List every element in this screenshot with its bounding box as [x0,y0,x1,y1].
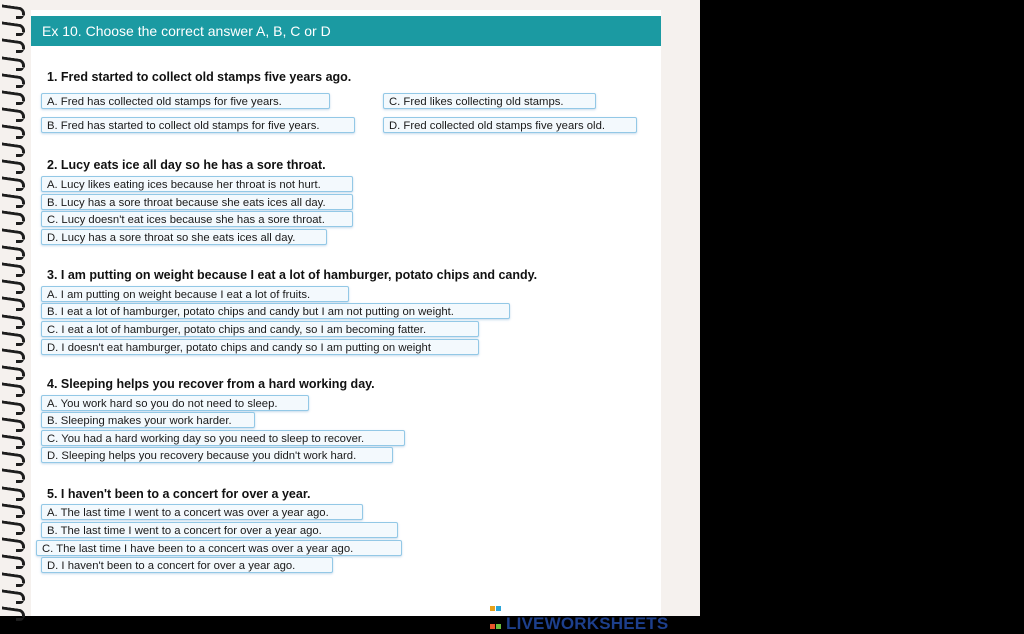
spiral-ring [2,572,24,585]
q4-option-b[interactable]: B. Sleeping makes your work harder. [41,412,255,428]
q5-option-d[interactable]: D. I haven't been to a concert for over a year ago. [41,557,333,573]
spiral-ring [2,400,24,413]
liveworksheets-logo [490,598,669,633]
q5-option-c[interactable]: C. The last time I have been to a concert was over a year ago. [36,540,402,556]
spiral-ring [2,90,24,103]
spiral-ring [2,142,24,155]
spiral-ring [2,520,24,533]
spiral-ring [2,554,24,567]
spiral-ring [2,503,24,516]
spiral-ring [2,228,24,241]
q2-option-d[interactable]: D. Lucy has a sore throat so she eats ices all day. [41,229,327,245]
q2-option-b[interactable]: B. Lucy has a sore throat because she eats ices all day. [41,194,353,210]
spiral-ring [2,176,24,189]
spiral-ring [2,107,24,120]
exercise-title: Ex 10. Choose the correct answer A, B, C or D [42,23,331,39]
q4-option-c[interactable]: C. You had a hard working day so you need to sleep to recover. [41,430,405,446]
question-4: 4. Sleeping helps you recover from a hard working day. [47,377,375,391]
spiral-ring [2,537,24,550]
q2-option-c[interactable]: C. Lucy doesn't eat ices because she has a sore throat. [41,211,353,227]
q5-option-b[interactable]: B. The last time I went to a concert for over a year ago. [41,522,398,538]
spiral-ring [2,4,24,17]
question-5: 5. I haven't been to a concert for over a year. [47,487,311,501]
spiral-ring [2,451,24,464]
spiral-ring [2,486,24,499]
q2-option-a[interactable]: A. Lucy likes eating ices because her throat is not hurt. [41,176,353,192]
q3-option-b[interactable]: B. I eat a lot of hamburger, potato chips and candy but I am not putting on weight. [41,303,510,319]
q4-option-d[interactable]: D. Sleeping helps you recovery because you didn't work hard. [41,447,393,463]
spiral-ring [2,468,24,481]
q4-option-a[interactable]: A. You work hard so you do not need to sleep. [41,395,309,411]
spiral-ring [2,365,24,378]
exercise-title-bar [31,16,661,46]
spiral-ring [2,210,24,223]
spiral-ring [2,193,24,206]
q3-option-a[interactable]: A. I am putting on weight because I eat a lot of fruits. [41,286,349,302]
spiral-ring [2,417,24,430]
q3-option-c[interactable]: C. I eat a lot of hamburger, potato chips and candy, so I am becoming fatter. [41,321,479,337]
q1-option-b[interactable]: B. Fred has started to collect old stamps for five years. [41,117,355,133]
spiral-ring [2,73,24,86]
spiral-ring [2,245,24,258]
spiral-ring [2,38,24,51]
spiral-ring [2,382,24,395]
spiral-ring [2,296,24,309]
spiral-ring [2,262,24,275]
logo-text: LIVEWORKSHEETS [506,614,669,633]
spiral-ring [2,314,24,327]
spiral-ring [2,434,24,447]
q1-option-d[interactable]: D. Fred collected old stamps five years old. [383,117,637,133]
spiral-binding [0,0,30,616]
q5-option-a[interactable]: A. The last time I went to a concert was over a year ago. [41,504,363,520]
question-2: 2. Lucy eats ice all day so he has a sore throat. [47,158,326,172]
q1-option-a[interactable]: A. Fred has collected old stamps for five years. [41,93,330,109]
spiral-ring [2,124,24,137]
spiral-ring [2,348,24,361]
question-3: 3. I am putting on weight because I eat a lot of hamburger, potato chips and candy. [47,268,538,282]
spiral-ring [2,279,24,292]
q1-option-c[interactable]: C. Fred likes collecting old stamps. [383,93,596,109]
spiral-ring [2,331,24,344]
liveworksheets-logo-icon [490,598,502,610]
spiral-ring [2,606,24,619]
spiral-ring [2,21,24,34]
spiral-ring [2,56,24,69]
q3-option-d[interactable]: D. I doesn't eat hamburger, potato chips and candy so I am putting on weight [41,339,479,355]
spiral-ring [2,589,24,602]
question-1: 1. Fred started to collect old stamps five years ago. [47,70,352,84]
spiral-ring [2,159,24,172]
